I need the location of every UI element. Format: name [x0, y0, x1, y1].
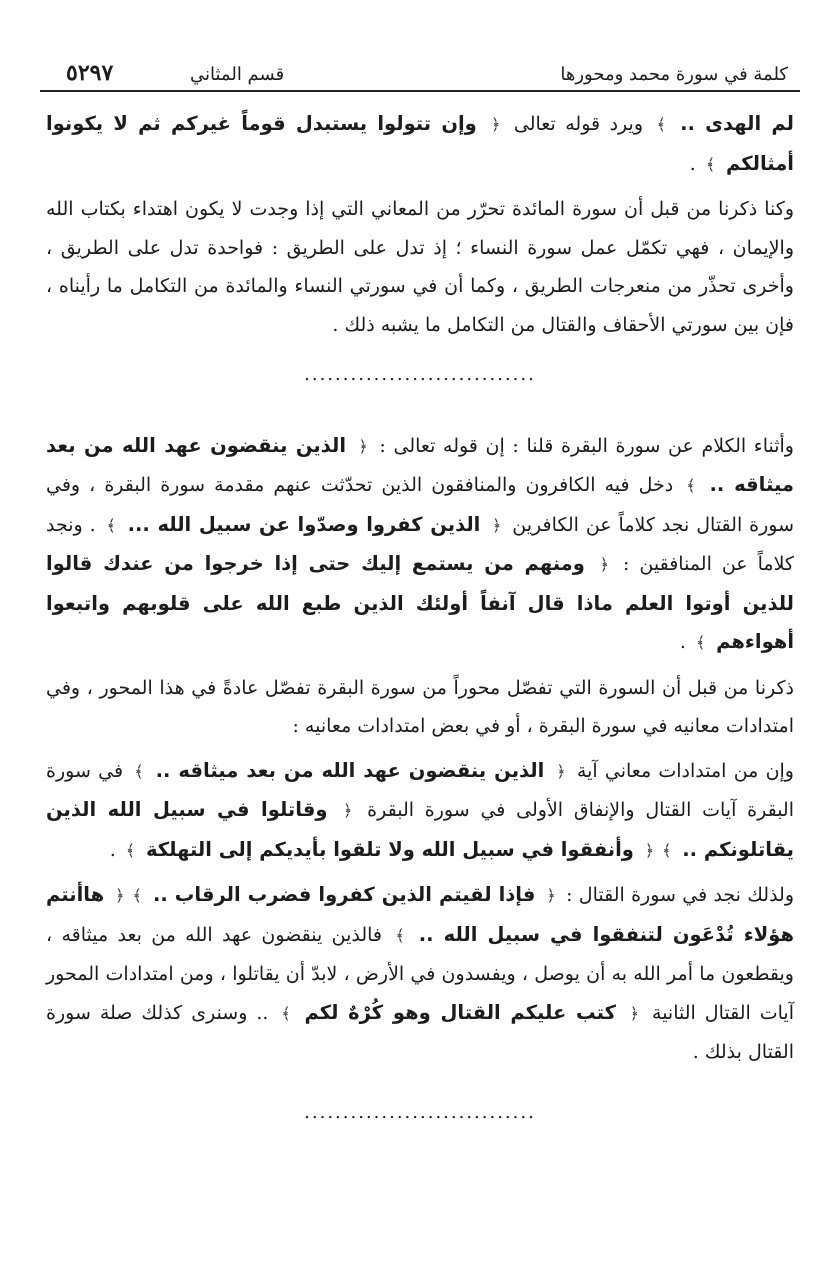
- ornate-bracket: ﴿: [546, 886, 556, 905]
- text: ويرد قوله تعالى: [504, 113, 653, 135]
- ornate-bracket: ﴾: [134, 761, 144, 781]
- separator-dots: ..............................: [304, 364, 536, 385]
- ornate-bracket: ﴾: [705, 154, 716, 174]
- page-body: [46, 105, 794, 1132]
- ornate-bracket: ﴾: [132, 886, 142, 905]
- text: . ونجد كلاماً عن المنافقين :: [46, 513, 794, 575]
- ornate-bracket: ﴿: [556, 761, 566, 781]
- quran-verse: فإذا لقيتم الذين كفروا فضرب الرقاب ..: [145, 883, 543, 906]
- text: وإن من امتدادات معاني آية: [569, 759, 794, 782]
- text: فالذين ينقضون عهد الله من بعد ميثاقه ، ويقطعون ما أمر الله به أن يوصل ، ويفسدون في الأرض ، لابدّ أن يقاتلوا ، ومن امتدادات المحور آيات القتال الثانية: [46, 923, 794, 1024]
- quran-verse: وإن تتولوا يستبدل قوماً غيركم ثم لا يكونوا أمثالكم: [46, 112, 794, 175]
- paragraph-5: [46, 752, 794, 871]
- ornate-bracket: ﴿: [492, 515, 502, 535]
- quran-verse: وأنفقوا في سبيل الله ولا تلقوا بأيديكم إلى التهلكة: [139, 837, 641, 861]
- ornate-bracket: ﴾: [686, 476, 696, 495]
- text: .. وسنرى كذلك صلة سورة القتال بذلك .: [46, 1001, 794, 1063]
- paragraph-3: [46, 427, 794, 663]
- text: .: [679, 631, 692, 653]
- page-number: ٥٢٩٧: [66, 60, 114, 86]
- paragraph-6: [46, 876, 794, 1072]
- text: وأثناء الكلام عن سورة البقرة قلنا : إن قوله تعالى :: [371, 434, 794, 457]
- ornate-bracket: ﴾: [662, 840, 672, 860]
- ornate-bracket: ﴾: [125, 840, 136, 860]
- running-title: كلمة في سورة محمد ومحورها: [560, 64, 788, 85]
- ornate-bracket: ﴿: [629, 1003, 640, 1023]
- separator-dots: ..............................: [304, 1101, 536, 1123]
- text: .: [109, 838, 122, 861]
- ornate-bracket: ﴿: [115, 886, 125, 905]
- ornate-bracket: ﴾: [395, 925, 405, 945]
- ornate-bracket: ﴿: [644, 840, 655, 860]
- quran-verse: الذين كفروا وصدّوا عن سبيل الله ...: [119, 512, 488, 536]
- page-header: [40, 56, 800, 92]
- ornate-bracket: ﴾: [656, 115, 666, 134]
- paragraph-1: [46, 105, 794, 184]
- ornate-bracket: ﴿: [599, 555, 609, 574]
- ornate-bracket: ﴾: [281, 1003, 291, 1023]
- quran-verse: كتب عليكم القتال وهو كُرْهٌ لكم: [294, 1000, 626, 1024]
- paragraph-2: وكنا ذكرنا من قبل أن سورة المائدة تحرّر من المعاني التي إذا وجدت لا يكون اهتداء بكتاب الله والإيمان ، فهي تكمّل عمل سورة النساء ؛ إذ تدل على الطريق : فواحدة تدل على الطريق ، وأخرى تحذّر من منعرجات الطريق ، وكما أن في سورتي النساء والمائدة من التكامل ما رأيناه ، فإن بين سورتي الأحقاف والقتال من التكامل ما يشبه ذلك .: [46, 198, 794, 336]
- ornate-bracket: ﴿: [343, 801, 353, 820]
- ornate-bracket: ﴿: [491, 115, 501, 134]
- quran-verse: الذين ينقضون عهد الله من بعد ميثاقه ..: [46, 433, 794, 496]
- header-rule: [40, 90, 800, 92]
- quran-verse: وقاتلوا في سبيل الله الذين يقاتلونكم ..: [46, 798, 794, 861]
- paragraph-4: ذكرنا من قبل أن السورة التي تفصّل محوراً من سورة البقرة تفصّل عادةً في هذا المحور ، وفي امتدادات معانيه في سورة البقرة ، أو في بعض امتدادات معانيه :: [46, 676, 794, 737]
- text: دخل فيه الكافرون والمنافقون الذين تحدّثت عنهم مقدمة سورة البقرة ، وفي سورة القتال نجد كلاماً عن الكافرين: [46, 474, 794, 536]
- quran-verse: هاأنتم هؤلاء تُدْعَون لتنفقوا في سبيل الله ..: [46, 883, 794, 946]
- section-title: قسم المثاني: [190, 64, 285, 85]
- text: ولذلك نجد في سورة القتال :: [559, 884, 795, 906]
- ornate-bracket: ﴾: [695, 633, 706, 652]
- text: لم الهدى ..: [669, 112, 795, 135]
- ornate-bracket: ﴿: [358, 436, 368, 456]
- quran-verse: الذين ينقضون عهد الله من بعد ميثاقه ..: [147, 758, 553, 782]
- text: .: [689, 152, 702, 175]
- ornate-bracket: ﴾: [106, 515, 116, 535]
- quran-verse: ومنهم من يستمع إليك حتى إذا خرجوا من عندك قالوا للذين أوتوا العلم ماذا قال آنفاً أولئك الذين طبع الله على قلوبهم واتبعوا أهواءهم: [46, 552, 794, 653]
- text: في سورة البقرة آيات القتال والإنفاق الأولى في سورة البقرة: [46, 759, 795, 821]
